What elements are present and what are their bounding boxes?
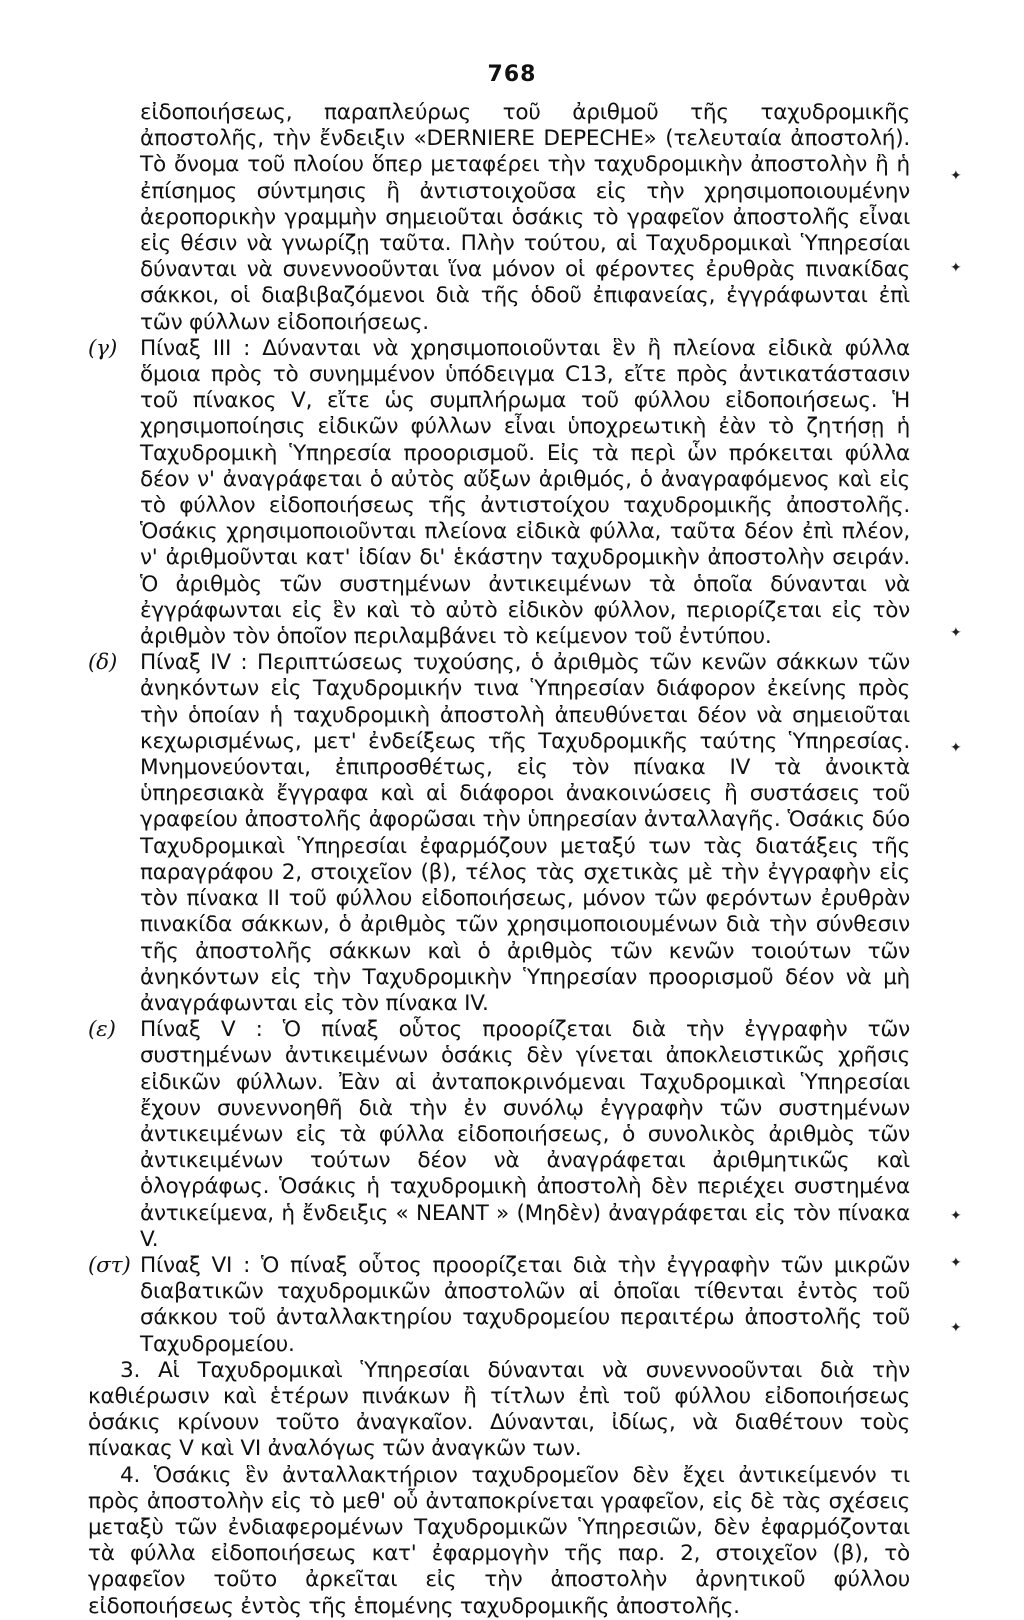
paragraph-3: 3. Αἱ Ταχυδρομικαὶ Ὑπηρεσίαι δύνανται νὰ συνεννοοῦνται διὰ τὴν καθιέρωσιν καὶ ἑτέρων πινάκων ἢ τίτλων ἐπὶ τοῦ φύλλου εἰδοποιήσεως ὁσάκις κρίνουν τοῦτο ἀναγκαῖον. Δύνανται, ἰδίως, νὰ διαθέτουν τοὺς πίνακας V καὶ VI ἀναλόγως τῶν ἀναγκῶν των. xyxy=(88,1357,910,1462)
item-marker: (ε) xyxy=(88,1017,116,1043)
item-epsilon xyxy=(88,1017,910,1253)
margin-mark: ✦ xyxy=(950,1320,962,1336)
page-number: 768 xyxy=(487,62,537,87)
item-marker: (στ) xyxy=(88,1252,131,1278)
item-marker: (δ) xyxy=(88,650,118,676)
item-delta xyxy=(88,650,910,1017)
intro-paragraph: εἰδοποιήσεως, παραπλεύρως τοῦ ἀριθμοῦ τῆς ταχυδρομικῆς ἀποστολῆς, τὴν ἔνδειξιν «DERNIERE DEPECHE» (τελευταία ἀποστολή). Τὸ ὄνομα τοῦ πλοίου ὅπερ μεταφέρει τὴν ταχυδρομικὴν ἀποστολὴν ἢ ἡ ἐπίσημος σύντμησις ἢ ἀντιστοιχοῦσα εἰς τὴν χρησιμοποιουμένην ἀεροπορικὴν γραμμὴν σημειοῦται ὁσάκις τὸ γραφεῖον ἀποστολῆς εἶναι εἰς θέσιν νὰ γνωρίζῃ ταῦτα. Πλὴν τούτου, αἱ Ταχυδρομικαὶ Ὑπηρεσίαι δύνανται νὰ συνεννοοῦνται ἵνα μόνον οἱ φέροντες ἐρυθρὰς πινακίδας σάκκοι, οἱ διαβιβαζόμενοι διὰ τῆς ὁδοῦ ἐπιφανείας, ἐγγράφωνται ἐπὶ τῶν φύλλων εἰδοποιήσεως. xyxy=(140,100,910,335)
item-marker: (γ) xyxy=(88,335,118,361)
item-text: Πίναξ V : Ὁ πίναξ οὗτος προορίζεται διὰ τὴν ἐγγραφὴν τῶν συστημένων ἀντικειμένων ὁσάκις δὲν γίνεται ἀποκλειστικῶς χρῆσις εἰδικῶν φύλλων. Ἐὰν αἱ ἀνταποκρινόμεναι Ταχυδρομικαὶ Ὑπηρεσίαι ἔχουν συνεννοηθῆ διὰ τὴν ἐν συνόλῳ ἐγγραφὴν τῶν συστημένων ἀντικειμένων εἰς τὰ φύλλα εἰδοποιήσεως, ὁ συνολικὸς ἀριθμὸς τῶν ἀντικειμένων τούτων δέον νὰ ἀναγράφεται ἀριθμητικῶς καὶ ὁλογράφως. Ὁσάκις ἡ ταχυδρομικὴ ἀποστολὴ δὲν περιέχει συστημένα ἀντικείμενα, ἡ ἔνδειξις « NEANT » (Μηδὲν) ἀναγράφεται εἰς τὸν πίνακα V. xyxy=(140,1017,910,1252)
item-st xyxy=(88,1253,910,1358)
margin-mark: ✦ xyxy=(950,1208,962,1224)
main-text xyxy=(88,100,910,1620)
item-text: Πίναξ III : Δύνανται νὰ χρησιμοποιοῦνται ἓν ἢ πλείονα εἰδικὰ φύλλα ὅμοια πρὸς τὸ συνημμένον ὑπόδειγμα C13, εἴτε πρὸς ἀντικατάστασιν τοῦ πίνακος V, εἴτε ὡς συμπλήρωμα τοῦ φύλλου εἰδοποιήσεως. Ἡ χρησιμοποίησις εἰδικῶν φύλλων εἶναι ὑποχρεωτικὴ ἐὰν τὸ ζητήσῃ ἡ Ταχυδρομικὴ Ὑπηρεσία προορισμοῦ. Εἰς τὰ περὶ ὧν πρόκειται φύλλα δέον ν' ἀναγράφεται ὁ αὐτὸς αὔξων ἀριθμός, ὁ ἀναγραφόμενος καὶ εἰς τὸ φύλλον εἰδοποιήσεως τῆς ἀντιστοίχου ταχυδρομικῆς ἀποστολῆς. Ὁσάκις χρησιμοποιοῦνται πλείονα εἰδικὰ φύλλα, ταῦτα δέον ἐπὶ πλέον, ν' ἀριθμοῦνται κατ' ἰδίαν δι' ἑκάστην ταχυδρομικὴν ἀποστολὴν σειράν. Ὁ ἀριθμὸς τῶν συστημένων ἀντικειμένων τὰ ὁποῖα δύνανται νὰ ἐγγράφωνται εἰς ἓν καὶ τὸ αὐτὸ εἰδικὸν φύλλον, περιορίζεται εἰς τὸν ἀριθμὸν τὸν ὁποῖον περιλαμβάνει τὸ κείμενον τοῦ ἐντύπου. xyxy=(140,335,910,650)
paragraph-4: 4. Ὁσάκις ἓν ἀνταλλακτήριον ταχυδρομεῖον δὲν ἔχει ἀντικείμενόν τι πρὸς ἀποστολὴν εἰς τὸ μεθ' οὗ ἀνταποκρίνεται γραφεῖον, εἰς δὲ τὰς σχέσεις μεταξὺ τῶν ἐνδιαφερομένων Ταχυδρομικῶν Ὑπηρεσιῶν, δὲν ἐφαρμόζονται τὰ φύλλα εἰδοποιήσεως κατ' ἐφαρμογὴν τῆς παρ. 2, στοιχεῖον (β), τὸ γραφεῖον τοῦτο ἀρκεῖται εἰς τὴν ἀποστολὴν ἀρνητικοῦ φύλλου εἰδοποιήσεως ἐντὸς τῆς ἑπομένης ταχυδρομικῆς ἀποστολῆς. xyxy=(88,1462,910,1619)
margin-mark: ✦ xyxy=(950,740,962,756)
item-gamma xyxy=(88,336,910,650)
margin-mark: ✦ xyxy=(950,168,962,184)
margin-mark: ✦ xyxy=(950,260,962,276)
margin-mark: ✦ xyxy=(950,1255,962,1271)
item-text: Πίναξ VI : Ὁ πίναξ οὗτος προορίζεται διὰ τὴν ἐγγραφὴν τῶν μικρῶν διαβατικῶν ταχυδρομικῶν ἀποστολῶν αἱ ὁποῖαι τίθενται ἐντὸς τοῦ σάκκου τοῦ ἀνταλλακτηρίου ταχυδρομείου περαιτέρω ἀποστολῆς τοῦ Ταχυδρομείου. xyxy=(140,1252,910,1357)
item-text: Πίναξ IV : Περιπτώσεως τυχούσης, ὁ ἀριθμὸς τῶν κενῶν σάκκων τῶν ἀνηκόντων εἰς Ταχυδρομικήν τινα Ὑπηρεσίαν διάφορον ἐκείνης πρὸς τὴν ὁποίαν ἡ ταχυδρομικὴ ἀποστολὴ ἀπευθύνεται δέον νὰ σημειοῦται κεχωρισμένως, μετ' ἐνδείξεως τῆς Ταχυδρομικῆς ταύτης Ὑπηρεσίας. Μνημονεύονται, ἐπιπροσθέτως, εἰς τὸν πίνακα IV τὰ ἀνοικτὰ ὑπηρεσιακὰ ἔγγραφα καὶ αἱ διάφοροι ἀνακοινώσεις ἢ συστάσεις τοῦ γραφείου ἀποστολῆς ἀφορῶσαι τὴν ὑπηρεσίαν ἀνταλλαγῆς. Ὁσάκις δύο Ταχυδρομικαὶ Ὑπηρεσίαι ἐφαρμόζουν μεταξύ των τὰς διατάξεις τῆς παραγράφου 2, στοιχεῖον (β), τέλος τὰς σχετικὰς μὲ τὴν ἐγγραφὴν εἰς τὸν πίνακα II τοῦ φύλλου εἰδοποιήσεως, μόνον τῶν φερόντων ἐρυθρὰν πινακίδα σάκκων, ὁ ἀριθμὸς τῶν χρησιμοποιουμένων διὰ τὴν σύνθεσιν τῆς ἀποστολῆς σάκκων καὶ ὁ ἀριθμὸς τῶν κενῶν τοιούτων τῶν ἀνηκόντων εἰς τὴν Ταχυδρομικὴν Ὑπηρεσίαν προορισμοῦ δέον νὰ μὴ ἀναγράφωνται εἰς τὸν πίνακα IV. xyxy=(140,650,910,1016)
margin-mark: ✦ xyxy=(950,625,962,641)
